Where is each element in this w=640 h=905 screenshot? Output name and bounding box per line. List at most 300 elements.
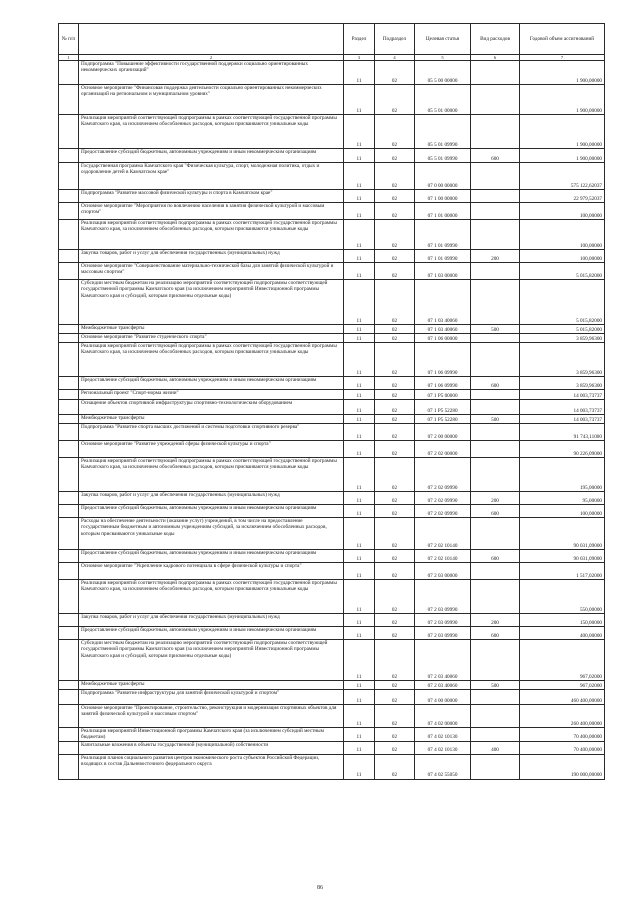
row-name: Основное мероприятие "Развитие студенческого спорта" [79,334,344,343]
row-target-article: 07 2 02 09990 [415,505,471,518]
table-row [59,250,605,263]
table-row [59,580,605,614]
table-row [59,149,605,163]
header-podrazdel: Подраздел [375,24,415,55]
table-row [59,681,605,690]
row-expense-type [471,390,520,400]
row-razdel: 11 [344,681,375,690]
row-expense-type [471,518,520,550]
row-number [59,754,79,779]
row-podrazdel: 02 [375,505,415,518]
row-expense-type [471,263,520,280]
table-row [59,640,605,681]
table-row [59,563,605,580]
row-amount: 150,00000 [520,614,605,627]
row-target-article: 07 4 00 00000 [415,690,471,705]
header-num: № п/п [59,24,79,55]
row-razdel: 11 [344,85,375,115]
row-amount: 5 015,82000 [520,263,605,280]
row-expense-type [471,334,520,343]
row-podrazdel: 02 [375,85,415,115]
row-name: Основное мероприятие "Мероприятия по вовлечению населения в занятия физической культурой и массовым спортом" [79,203,344,220]
row-amount: 260 400,00000 [520,705,605,728]
table-row [59,614,605,627]
row-podrazdel: 02 [375,614,415,627]
row-amount: 3 859,96300 [520,343,605,377]
row-amount: 967,02000 [520,640,605,681]
row-podrazdel: 02 [375,163,415,190]
table-row [59,492,605,505]
row-expense-type [471,458,520,492]
header-target-article: Целевая статья [415,24,471,55]
row-target-article: 07 2 03 40060 [415,640,471,681]
row-expense-type: 600 [471,377,520,390]
row-expense-type [471,563,520,580]
row-razdel: 11 [344,377,375,390]
row-podrazdel: 02 [375,441,415,458]
row-razdel: 11 [344,263,375,280]
row-razdel: 11 [344,61,375,85]
row-target-article: 05 5 00 00000 [415,61,471,85]
row-target-article: 07 2 02 10140 [415,550,471,563]
row-name: Реализация мероприятий соответствующей подпрограммы в рамках соответствующей государственной программы Камчатского края, за исключением обособленных расходов, которым присваиваются уникальные коды [79,580,344,614]
table-row [59,334,605,343]
row-target-article: 07 2 03 00000 [415,563,471,580]
row-amount: 575 122,62037 [520,163,605,190]
row-amount: 195,00000 [520,458,605,492]
row-name: Реализация мероприятий соответствующей подпрограммы в рамках соответствующей государственной программы Камчатского края, за исключением обособленных расходов, которым присваиваются уникальные коды [79,220,344,250]
row-number [59,492,79,505]
row-target-article: 05 5 01 09990 [415,115,471,149]
row-number [59,377,79,390]
row-expense-type [471,220,520,250]
row-podrazdel: 02 [375,220,415,250]
row-name: Реализация мероприятий Инвестиционной программы Камчатского края (за исключением субсидий местным бюджетам) [79,728,344,742]
row-expense-type [471,441,520,458]
row-podrazdel: 02 [375,550,415,563]
row-name: Межбюджетные трансферты [79,415,344,424]
row-razdel: 11 [344,627,375,640]
row-name: Закупка товаров, работ и услуг для обеспечения государственных (муниципальных) нужд [79,492,344,505]
row-razdel: 11 [344,690,375,705]
row-target-article: 07 2 03 40060 [415,681,471,690]
table-row [59,690,605,705]
table-row [59,325,605,334]
table-row [59,441,605,458]
table-row [59,263,605,280]
row-expense-type: 600 [471,505,520,518]
row-target-article: 07 4 02 10130 [415,728,471,742]
row-razdel: 11 [344,614,375,627]
row-number [59,263,79,280]
row-razdel: 11 [344,250,375,263]
row-name: Реализация мероприятий соответствующей подпрограммы в рамках соответствующей государственной программы Камчатского края, за исключением обособленных расходов, которым присваиваются уникальные коды [79,343,344,377]
budget-table [58,23,605,780]
table-row [59,754,605,779]
row-amount: 90 226,09000 [520,441,605,458]
row-number [59,115,79,149]
column-number: 5 [415,55,471,61]
row-expense-type [471,280,520,325]
row-number [59,400,79,415]
row-expense-type: 200 [471,492,520,505]
row-podrazdel: 02 [375,149,415,163]
row-podrazdel: 02 [375,263,415,280]
row-podrazdel: 02 [375,334,415,343]
row-name: Межбюджетные трансферты [79,325,344,334]
row-amount: 14 003,73737 [520,390,605,400]
header-row [59,24,605,55]
row-amount: 190 000,00000 [520,754,605,779]
column-number: 4 [375,55,415,61]
row-name: Региональный проект "Спорт-норма жизни" [79,390,344,400]
row-target-article: 07 2 03 09990 [415,627,471,640]
row-podrazdel: 02 [375,203,415,220]
row-name: Закупка товаров, работ и услуг для обеспечения государственных (муниципальных) нужд [79,250,344,263]
row-podrazdel: 02 [375,627,415,640]
row-razdel: 11 [344,705,375,728]
header-expense-type: Вид расходов [471,24,520,55]
row-expense-type [471,61,520,85]
row-name: Закупка товаров, работ и услуг для обеспечения государственных (муниципальных) нужд [79,614,344,627]
table-row [59,424,605,441]
row-number [59,681,79,690]
table-row [59,705,605,728]
row-amount: 70 400,00000 [520,728,605,742]
row-target-article: 07 2 02 10140 [415,518,471,550]
row-expense-type [471,705,520,728]
row-podrazdel: 02 [375,390,415,400]
row-name: Основное мероприятие "Совершенствование материально-технической базы для занятий физической культурой и массовым спортом" [79,263,344,280]
row-razdel: 11 [344,163,375,190]
row-expense-type [471,640,520,681]
row-target-article: 07 1 P5 00000 [415,390,471,400]
row-number [59,741,79,754]
row-razdel: 11 [344,390,375,400]
row-expense-type: 600 [471,550,520,563]
row-name: Межбюджетные трансферты [79,681,344,690]
row-amount: 5 015,82000 [520,325,605,334]
row-number [59,61,79,85]
row-podrazdel: 02 [375,280,415,325]
row-name: Подпрограмма "Повышение эффективности государственной поддержки социально ориентированных некоммерческих организаций" [79,61,344,85]
row-number [59,441,79,458]
row-name: Основное мероприятие "Развитие учреждений сферы физической культуры и спорта" [79,441,344,458]
row-expense-type [471,400,520,415]
row-amount: 91 743,11000 [520,424,605,441]
table-row [59,377,605,390]
row-amount: 967,02000 [520,681,605,690]
table-row [59,400,605,415]
row-name: Реализация мероприятий соответствующей подпрограммы в рамках соответствующей государственной программы Камчатского края, за исключением обособленных расходов, которым присваиваются уникальные коды [79,458,344,492]
header-razdel: Раздел [344,24,375,55]
row-razdel: 11 [344,518,375,550]
row-amount: 22 979,52037 [520,190,605,203]
row-podrazdel: 02 [375,250,415,263]
row-razdel: 11 [344,550,375,563]
row-razdel: 11 [344,640,375,681]
row-number [59,518,79,550]
row-expense-type [471,203,520,220]
row-amount: 1 900,00000 [520,115,605,149]
row-number [59,220,79,250]
row-target-article: 07 1 01 00000 [415,203,471,220]
column-number: 3 [344,55,375,61]
header-name [79,24,344,55]
row-podrazdel: 02 [375,424,415,441]
table-row [59,61,605,85]
row-expense-type [471,85,520,115]
row-name: Подпрограмма "Развитие спорта высших достижений и системы подготовки спортивного резерва" [79,424,344,441]
row-number [59,203,79,220]
table-row [59,163,605,190]
row-name: Капитальные вложения в объекты государственной (муниципальной) собственности [79,741,344,754]
row-amount: 100,00000 [520,250,605,263]
row-podrazdel: 02 [375,115,415,149]
table-row [59,203,605,220]
row-podrazdel: 02 [375,190,415,203]
row-name: Подпрограмма "Развитие инфраструктуры для занятий физической культурой и спортом" [79,690,344,705]
row-target-article: 07 2 03 09990 [415,614,471,627]
row-razdel: 11 [344,458,375,492]
row-expense-type [471,580,520,614]
row-target-article: 05 5 01 09990 [415,149,471,163]
row-expense-type: 500 [471,415,520,424]
row-number [59,149,79,163]
row-razdel: 11 [344,728,375,742]
row-number [59,85,79,115]
row-amount: 90 031,09000 [520,518,605,550]
row-target-article: 07 4 02 00000 [415,705,471,728]
row-expense-type [471,728,520,742]
row-razdel: 11 [344,580,375,614]
row-name: Предоставление субсидий бюджетным, автономным учреждениям и иным некоммерческим организациям [79,550,344,563]
row-number [59,563,79,580]
row-expense-type: 200 [471,250,520,263]
row-podrazdel: 02 [375,690,415,705]
row-target-article: 07 1 01 09990 [415,250,471,263]
row-podrazdel: 02 [375,377,415,390]
row-razdel: 11 [344,149,375,163]
row-number [59,728,79,742]
row-target-article: 07 1 03 40060 [415,280,471,325]
row-podrazdel: 02 [375,343,415,377]
row-razdel: 11 [344,343,375,377]
row-name: Основное мероприятие "Проектирование, строительство, реконструкция и модернизация спортивных объектов для занятий физической культурой и массовым спортом" [79,705,344,728]
row-target-article: 07 2 02 00000 [415,441,471,458]
row-name: Оснащение объектов спортивной инфраструктуры спортивно-технологическим оборудованием [79,400,344,415]
row-amount: 100,00000 [520,505,605,518]
row-name: Реализация мероприятий соответствующей подпрограммы в рамках соответствующей государственной программы Камчатского края, за исключением обособленных расходов, которым присваиваются уникальные коды [79,115,344,149]
table-row [59,505,605,518]
row-razdel: 11 [344,115,375,149]
row-podrazdel: 02 [375,741,415,754]
column-number: 6 [471,55,520,61]
row-name: Предоставление субсидий бюджетным, автономным учреждениям и иным некоммерческим организациям [79,377,344,390]
row-razdel: 11 [344,325,375,334]
row-razdel: 11 [344,741,375,754]
column-number: 1 [59,55,79,61]
row-name: Основное мероприятие "Финансовая поддержка деятельности социально ориентированных некоммерческих организаций на региональном и муниципальном уровнях" [79,85,344,115]
table-row [59,458,605,492]
row-amount: 100,00000 [520,220,605,250]
row-razdel: 11 [344,492,375,505]
row-number [59,325,79,334]
row-target-article: 05 5 01 00000 [415,85,471,115]
row-razdel: 11 [344,754,375,779]
table-row [59,550,605,563]
row-expense-type [471,190,520,203]
row-name: Предоставление субсидий бюджетным, автономным учреждениям и иным некоммерческим организациям [79,149,344,163]
row-target-article: 07 1 03 00000 [415,263,471,280]
row-expense-type [471,343,520,377]
page-number: 86 [317,885,323,891]
table-row [59,190,605,203]
row-target-article: 07 2 02 09990 [415,458,471,492]
row-podrazdel: 02 [375,563,415,580]
row-expense-type [471,690,520,705]
row-razdel: 11 [344,334,375,343]
row-podrazdel: 02 [375,681,415,690]
table-row [59,115,605,149]
row-name: Реализация планов социального развития центров экономического роста субъектов Российской Федерации, входящих в состав Дальневосточного федерального округа [79,754,344,779]
row-razdel: 11 [344,280,375,325]
row-amount: 5 015,82000 [520,280,605,325]
row-number [59,190,79,203]
row-razdel: 11 [344,505,375,518]
table-row [59,518,605,550]
row-podrazdel: 02 [375,458,415,492]
row-name: Субсидии местным бюджетам на реализацию мероприятий соответствующей подпрограммы соответствующей государственной программы Камчатского края (за исключением мероприятий Инвестиционной программы Камчатского края и субсидий, которым присвоены отдельные коды) [79,640,344,681]
row-number [59,614,79,627]
row-razdel: 11 [344,190,375,203]
row-target-article: 07 2 00 00000 [415,424,471,441]
row-target-article: 07 0 00 00000 [415,163,471,190]
row-number [59,280,79,325]
row-target-article: 07 4 02 10130 [415,741,471,754]
row-target-article: 07 1 06 00000 [415,334,471,343]
row-name: Субсидии местным бюджетам на реализацию мероприятий соответствующей подпрограммы соответствующей государственной программы Камчатского края (за исключением мероприятий Инвестиционной программы Камчатского края и субсидий, которым присвоены отдельные коды) [79,280,344,325]
row-number [59,163,79,190]
row-podrazdel: 02 [375,492,415,505]
row-podrazdel: 02 [375,325,415,334]
row-expense-type [471,163,520,190]
row-razdel: 11 [344,415,375,424]
row-podrazdel: 02 [375,640,415,681]
row-number [59,390,79,400]
row-razdel: 11 [344,441,375,458]
table-row [59,728,605,742]
row-razdel: 11 [344,400,375,415]
table-body [59,61,605,780]
row-number [59,415,79,424]
table-row [59,627,605,640]
row-podrazdel: 02 [375,705,415,728]
row-podrazdel: 02 [375,61,415,85]
row-number [59,250,79,263]
row-target-article: 07 2 03 09990 [415,580,471,614]
row-target-article: 07 1 01 09990 [415,220,471,250]
row-amount: 3 859,96300 [520,377,605,390]
row-amount: 400,00000 [520,627,605,640]
row-amount: 460 400,00000 [520,690,605,705]
row-podrazdel: 02 [375,415,415,424]
row-amount: 90 031,09000 [520,550,605,563]
row-amount: 3 859,96300 [520,334,605,343]
row-amount: 70 400,00000 [520,741,605,754]
row-amount: 1 900,00000 [520,149,605,163]
row-amount: 1 900,00000 [520,85,605,115]
row-razdel: 11 [344,424,375,441]
row-podrazdel: 02 [375,728,415,742]
row-podrazdel: 02 [375,400,415,415]
row-name: Основное мероприятие "Укрепление кадрового потенциала в сфере физической культуры и спорта" [79,563,344,580]
row-razdel: 11 [344,220,375,250]
row-number [59,424,79,441]
row-amount: 95,00000 [520,492,605,505]
row-number [59,640,79,681]
row-amount: 100,00000 [520,203,605,220]
row-expense-type: 200 [471,614,520,627]
row-name: Государственная программа Камчатского края "Физическая культура, спорт, молодежная политика, отдых и оздоровление детей в Камчатском крае" [79,163,344,190]
column-number: 7 [520,55,605,61]
row-number [59,580,79,614]
row-expense-type [471,424,520,441]
row-amount: 550,00000 [520,580,605,614]
row-target-article: 07 1 06 09990 [415,377,471,390]
row-name: Подпрограмма "Развитие массовой физической культуры и спорта в Камчатском крае" [79,190,344,203]
table-row [59,390,605,400]
column-number: 2 [79,55,344,61]
row-number [59,505,79,518]
table-row [59,280,605,325]
row-target-article: 07 1 P5 52280 [415,400,471,415]
row-expense-type [471,754,520,779]
header-annual-amount: Годовой объем ассигнований [520,24,605,55]
row-razdel: 11 [344,563,375,580]
row-number [59,458,79,492]
row-target-article: 07 1 00 00000 [415,190,471,203]
row-expense-type: 600 [471,627,520,640]
row-name: Предоставление субсидий бюджетным, автономным учреждениям и иным некоммерческим организациям [79,627,344,640]
row-number [59,343,79,377]
row-amount: 14 003,73737 [520,415,605,424]
row-number [59,690,79,705]
row-number [59,334,79,343]
row-number [59,550,79,563]
table-row [59,741,605,754]
table-row [59,220,605,250]
row-amount: 1 517,02000 [520,563,605,580]
row-expense-type: 400 [471,741,520,754]
row-expense-type: 600 [471,149,520,163]
row-target-article: 07 1 P5 52280 [415,415,471,424]
row-amount: 1 900,00000 [520,61,605,85]
table-row [59,343,605,377]
row-target-article: 07 4 02 55050 [415,754,471,779]
row-number [59,627,79,640]
row-razdel: 11 [344,203,375,220]
row-expense-type: 500 [471,681,520,690]
row-expense-type [471,115,520,149]
row-target-article: 07 1 06 09990 [415,343,471,377]
row-expense-type: 500 [471,325,520,334]
row-amount: 14 003,73737 [520,400,605,415]
row-target-article: 07 1 03 40060 [415,325,471,334]
row-name: Расходы на обеспечение деятельности (оказание услуг) учреждений, в том числе на предоставление государственным бюджетным и автономным учреждениям субсидий, за исключением обособленных расходов, которым присваиваются уникальные коды [79,518,344,550]
table-row [59,415,605,424]
row-podrazdel: 02 [375,580,415,614]
